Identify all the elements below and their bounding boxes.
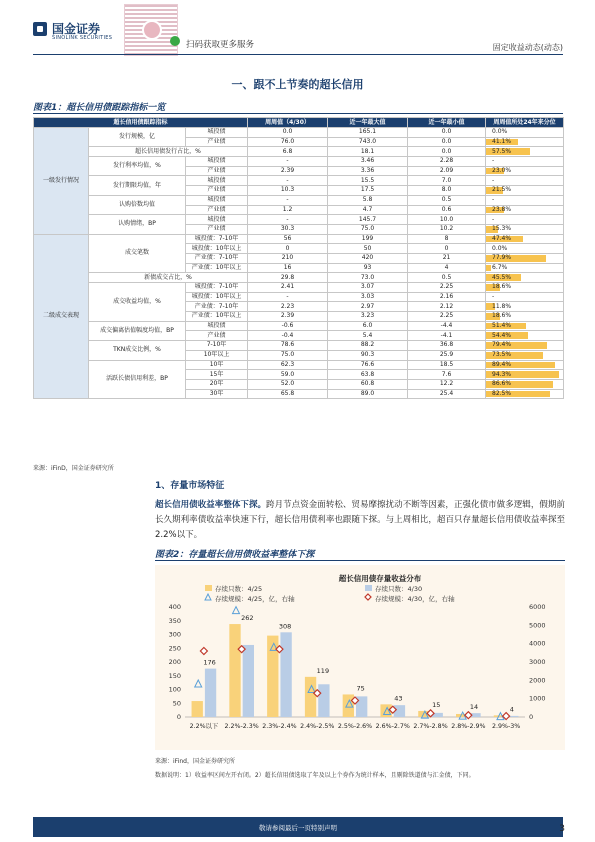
- value-cell: 2.25: [408, 283, 486, 293]
- value-cell: 0: [248, 244, 328, 254]
- value-cell: 59.0: [248, 370, 328, 380]
- table-header-cell: 周周值（4/30）: [248, 118, 328, 128]
- value-cell: 0.6: [408, 205, 486, 215]
- y2-tick-label: 1000: [529, 694, 546, 703]
- subsection-heading: 1、存量市场特征: [155, 481, 225, 491]
- scatter-diamond: [200, 648, 207, 655]
- y-tick-label: 100: [168, 685, 181, 694]
- value-cell: 6.0: [328, 321, 408, 331]
- value-cell: 12.2: [408, 379, 486, 389]
- value-cell: 73.0: [328, 273, 408, 283]
- percentile-value: 23.8%: [492, 205, 512, 213]
- company-name: 国金证券: [52, 22, 101, 36]
- page-header: [0, 0, 595, 58]
- percentile-cell: [486, 341, 564, 351]
- scatter-triangle: [195, 680, 202, 687]
- scatter-triangle: [233, 607, 240, 614]
- table-row: [34, 321, 564, 331]
- percentile-value: 21.5%: [492, 186, 512, 194]
- y-tick-label: 0: [176, 713, 181, 721]
- percentile-cell: [486, 283, 564, 293]
- percentile-value: -: [492, 176, 495, 184]
- value-cell: -0.6: [248, 321, 328, 331]
- sub-label: 产业债：7-10年: [186, 302, 248, 312]
- figure1-rule: [33, 113, 563, 114]
- metric-label: 发行期限均值，年: [89, 176, 186, 195]
- percentile-cell: [486, 321, 564, 331]
- value-cell: 210: [248, 253, 328, 263]
- data-label: 43: [394, 694, 403, 703]
- value-cell: -0.4: [248, 331, 328, 341]
- percentile-value: 77.9%: [492, 254, 512, 262]
- data-note: 数据说明：1）收益率区间左开右闭。2）超长信用债选取了年及以上个券作为统计样本，且剔除铁道债与汇金债，下同。: [155, 772, 475, 779]
- metric-label: 成交笔数: [89, 234, 186, 273]
- legend-diamond-icon: [365, 594, 371, 600]
- y-tick-label: 200: [168, 658, 181, 666]
- value-cell: 0.0: [408, 128, 486, 138]
- y-tick-label: 300: [168, 630, 181, 639]
- percentile-value: 86.6%: [492, 380, 512, 388]
- figure2-rule: [155, 560, 565, 561]
- value-cell: 89.0: [328, 389, 408, 399]
- value-cell: 2.12: [408, 302, 486, 312]
- value-cell: 2.16: [408, 292, 486, 302]
- table-row: [34, 234, 564, 244]
- percentile-value: 41.1%: [492, 138, 512, 146]
- metric-label: 成交收益均值，%: [89, 283, 186, 322]
- value-cell: 10.0: [408, 215, 486, 225]
- sub-label: 产业债: [186, 224, 248, 234]
- y2-tick-label: 4000: [529, 639, 546, 648]
- table-row: [34, 283, 564, 293]
- sub-label: 城投债：10年以上: [186, 244, 248, 254]
- table-row: [34, 176, 564, 186]
- percentile-cell: [486, 176, 564, 186]
- percentile-cell: [486, 224, 564, 234]
- sub-label: 产业债：10年以上: [186, 263, 248, 273]
- table-header-row: [34, 118, 564, 128]
- table-row: [34, 215, 564, 225]
- table-row: [34, 147, 564, 157]
- x-tick-label: 2.2%以下: [189, 723, 219, 730]
- legend-swatch: [205, 585, 212, 591]
- sub-label: 城投债: [186, 195, 248, 205]
- table-row: [34, 195, 564, 205]
- value-cell: 4: [408, 263, 486, 273]
- value-cell: 17.5: [328, 186, 408, 196]
- value-cell: 3.03: [328, 292, 408, 302]
- value-cell: 25.4: [408, 389, 486, 399]
- percentile-cell: [486, 350, 564, 360]
- sub-label: 30年: [186, 389, 248, 399]
- value-cell: 0.0: [248, 128, 328, 138]
- value-cell: 75.0: [328, 224, 408, 234]
- percentile-value: 54.4%: [492, 331, 512, 339]
- wechat-icon: [170, 36, 180, 46]
- percentile-cell: [486, 147, 564, 157]
- percentile-value: 57.5%: [492, 147, 512, 155]
- metric-label: 认购倍数均值: [89, 195, 186, 214]
- percentile-value: 18.6%: [492, 312, 512, 320]
- percentile-bar: [486, 265, 491, 272]
- x-tick-label: 2.6%-2.7%: [375, 723, 410, 730]
- page-footer: [33, 817, 563, 837]
- value-cell: 18.5: [408, 360, 486, 370]
- bar-4-30: [205, 669, 216, 717]
- y-tick-label: 250: [168, 644, 181, 653]
- value-cell: 3.07: [328, 283, 408, 293]
- sub-label: 城投债：10年以上: [186, 292, 248, 302]
- sub-label: 产业债: [186, 331, 248, 341]
- data-label: 15: [432, 700, 441, 709]
- sub-label: 城投债: [186, 157, 248, 167]
- x-tick-label: 2.8%-2.9%: [451, 723, 486, 730]
- percentile-cell: [486, 360, 564, 370]
- percentile-value: 0.0%: [492, 244, 508, 252]
- percentile-cell: [486, 215, 564, 225]
- data-label: 176: [203, 658, 216, 667]
- bar-4-30: [280, 632, 291, 717]
- value-cell: 165.1: [328, 128, 408, 138]
- value-cell: 18.1: [328, 147, 408, 157]
- bar-4-30: [243, 645, 254, 717]
- sub-label: 城投债: [186, 176, 248, 186]
- percentile-cell: [486, 379, 564, 389]
- legend-label: 存续规模：4/25，亿，右轴: [215, 595, 295, 603]
- percentile-cell: [486, 302, 564, 312]
- value-cell: 4.7: [328, 205, 408, 215]
- sub-label: 产业债：10年以上: [186, 312, 248, 322]
- value-cell: 15.5: [328, 176, 408, 186]
- x-tick-label: 2.3%-2.4%: [262, 723, 297, 730]
- legend-swatch: [365, 585, 372, 591]
- value-cell: -: [248, 176, 328, 186]
- percentile-cell: [486, 157, 564, 167]
- y2-tick-label: 5000: [529, 621, 546, 630]
- percentile-cell: [486, 128, 564, 138]
- yield-distribution-chart: [155, 565, 565, 750]
- percentile-cell: [486, 292, 564, 302]
- percentile-cell: [486, 244, 564, 254]
- value-cell: 60.8: [328, 379, 408, 389]
- figure2-title: 图表2：存量超长信用债收益率整体下探: [155, 550, 315, 560]
- group-label: 二级成交表现: [34, 234, 89, 399]
- y2-tick-label: 3000: [529, 658, 546, 666]
- data-label: 262: [241, 614, 254, 623]
- table-header-cell: 周周值所处24年来分位: [486, 118, 564, 128]
- percentile-value: 18.6%: [492, 283, 512, 291]
- value-cell: 1.2: [248, 205, 328, 215]
- sub-label: 产业债: [186, 186, 248, 196]
- percentile-cell: [486, 205, 564, 215]
- x-tick-label: 2.9%-3%: [491, 723, 521, 730]
- sub-label: 城投债: [186, 215, 248, 225]
- sub-label: 产业债: [186, 137, 248, 147]
- section-title: 一、跟不上节奏的超长信用: [231, 78, 364, 91]
- sub-label: 10年以上: [186, 350, 248, 360]
- value-cell: 30.3: [248, 224, 328, 234]
- percentile-value: 89.4%: [492, 360, 512, 368]
- percentile-value: 51.4%: [492, 322, 512, 330]
- percentile-value: 47.4%: [492, 234, 512, 242]
- x-tick-label: 2.4%-2.5%: [300, 723, 335, 730]
- metric-label: 超长信用债发行占比，%: [89, 147, 248, 157]
- percentile-cell: [486, 234, 564, 244]
- percentile-value: 73.5%: [492, 351, 512, 359]
- percentile-cell: [486, 273, 564, 283]
- data-label: 14: [469, 703, 479, 712]
- value-cell: 2.23: [248, 302, 328, 312]
- percentile-cell: [486, 186, 564, 196]
- percentile-cell: [486, 389, 564, 399]
- figure1-title: 图表1：超长信用债跟踪指标一览: [33, 103, 166, 113]
- x-tick-label: 2.5%-2.6%: [337, 723, 373, 730]
- value-cell: 2.39: [248, 312, 328, 322]
- sub-label: 城投债: [186, 128, 248, 138]
- percentile-cell: [486, 331, 564, 341]
- y-tick-label: 50: [172, 699, 181, 708]
- percentile-value: -: [492, 215, 495, 223]
- value-cell: 7.6: [408, 370, 486, 380]
- sub-label: 15年: [186, 370, 248, 380]
- group-label: 一级发行情况: [34, 128, 89, 235]
- table-header-cell: 近一年最大值: [328, 118, 408, 128]
- bar-4-25: [229, 624, 240, 717]
- y2-tick-label: 0: [529, 713, 534, 721]
- sub-label: 7-10年: [186, 341, 248, 351]
- value-cell: 7.0: [408, 176, 486, 186]
- value-cell: 0: [408, 244, 486, 254]
- value-cell: 16: [248, 263, 328, 273]
- sub-label: 产业债: [186, 205, 248, 215]
- legend-triangle-icon: [205, 594, 211, 600]
- sub-label: 城投债: [186, 321, 248, 331]
- percentile-value: 23.0%: [492, 167, 512, 175]
- percentile-cell: [486, 263, 564, 273]
- value-cell: -4.4: [408, 321, 486, 331]
- value-cell: -: [248, 215, 328, 225]
- metric-label: 发行利率均值，%: [89, 157, 186, 176]
- percentile-value: -: [492, 157, 495, 165]
- value-cell: 5.4: [328, 331, 408, 341]
- y-tick-label: 350: [168, 616, 181, 625]
- y2-tick-label: 6000: [529, 603, 546, 611]
- value-cell: -: [248, 195, 328, 205]
- percentile-cell: [486, 137, 564, 147]
- qr-center-logo-icon: [142, 20, 162, 40]
- value-cell: 420: [328, 253, 408, 263]
- percentile-value: 82.5%: [492, 389, 512, 397]
- value-cell: 0.0: [408, 147, 486, 157]
- sub-label: 10年: [186, 360, 248, 370]
- table-header-cell: 超长信用债跟踪指标: [34, 118, 248, 128]
- value-cell: 0.5: [408, 273, 486, 283]
- value-cell: 6.8: [248, 147, 328, 157]
- sub-label: 产业债: [186, 166, 248, 176]
- value-cell: 2.09: [408, 166, 486, 176]
- table-row: [34, 341, 564, 351]
- metric-label: 发行规模，亿: [89, 128, 186, 147]
- value-cell: 21: [408, 253, 486, 263]
- value-cell: 36.8: [408, 341, 486, 351]
- table-row: [34, 360, 564, 370]
- value-cell: 2.41: [248, 283, 328, 293]
- value-cell: 56: [248, 234, 328, 244]
- percentile-value: 15.3%: [492, 225, 512, 233]
- bar-4-25: [192, 701, 203, 717]
- value-cell: 743.0: [328, 137, 408, 147]
- data-label: 75: [356, 684, 365, 693]
- legend-label: 存续只数：4/25: [215, 585, 263, 593]
- company-name-en: SINOLINK SECURITIES: [52, 35, 113, 41]
- header-divider: [33, 54, 563, 55]
- tracking-table: [33, 117, 564, 399]
- percentile-cell: [486, 253, 564, 263]
- value-cell: 75.0: [248, 350, 328, 360]
- bar-4-30: [318, 684, 329, 717]
- value-cell: 8.0: [408, 186, 486, 196]
- value-cell: 2.39: [248, 166, 328, 176]
- value-cell: 3.46: [328, 157, 408, 167]
- sub-label: 城投债：7-10年: [186, 234, 248, 244]
- body-paragraph: [155, 498, 565, 543]
- table-header-cell: 近一年最小值: [408, 118, 486, 128]
- value-cell: 3.36: [328, 166, 408, 176]
- chart-svg: [155, 565, 565, 750]
- metric-label: 新债成交占比，%: [89, 273, 248, 283]
- percentile-cell: [486, 195, 564, 205]
- value-cell: 52.0: [248, 379, 328, 389]
- value-cell: 145.7: [328, 215, 408, 225]
- table-row: [34, 157, 564, 167]
- value-cell: 63.8: [328, 370, 408, 380]
- sub-label: 城投债：7-10年: [186, 283, 248, 293]
- value-cell: 10.2: [408, 224, 486, 234]
- legend-label: 存续规模：4/30，亿，右轴: [375, 595, 455, 603]
- company-logo-icon: [33, 22, 47, 36]
- disclaimer-link[interactable]: 敬请参阅最后一页特别声明: [259, 824, 337, 832]
- value-cell: 5.8: [328, 195, 408, 205]
- value-cell: -4.1: [408, 331, 486, 341]
- x-tick-label: 2.7%-2.8%: [413, 723, 448, 730]
- y-tick-label: 400: [168, 603, 181, 611]
- percentile-cell: [486, 370, 564, 380]
- data-label: 4: [509, 705, 514, 714]
- value-cell: 88.2: [328, 341, 408, 351]
- paragraph-lead: 超长信用债收益率整体下探。: [155, 500, 267, 510]
- data-label: 308: [278, 622, 292, 631]
- value-cell: 0.0: [408, 137, 486, 147]
- metric-label: 成交偏离估值幅度均值，BP: [89, 321, 186, 340]
- value-cell: 29.8: [248, 273, 328, 283]
- value-cell: 25.9: [408, 350, 486, 360]
- value-cell: 50: [328, 244, 408, 254]
- bar-4-25: [305, 677, 316, 717]
- x-tick-label: 2.2%-2.3%: [224, 723, 259, 730]
- value-cell: -: [248, 157, 328, 167]
- legend-label: 存续只数：4/30: [375, 585, 423, 593]
- value-cell: 2.97: [328, 302, 408, 312]
- metric-label: 活跃长债信用利差，BP: [89, 360, 186, 399]
- figure1-source: 来源：iFinD，国金证券研究所: [33, 465, 114, 472]
- value-cell: 8: [408, 234, 486, 244]
- chart-title: 超长信用债存量收益分布: [338, 574, 422, 583]
- sub-label: 产业债：7-10年: [186, 253, 248, 263]
- percentile-value: 6.7%: [492, 263, 508, 271]
- paragraph-body: 跨月节点资金面转松、贸易摩擦扰动不断等因素，正强化债市做多逻辑，假期前长久期利率债收益率快速下行，超长信用债利率也跟随下探。与上周相比，超百只存量超长信用债收益率探至 2.2%以下。: [155, 500, 565, 540]
- value-cell: 65.8: [248, 389, 328, 399]
- y-tick-label: 150: [168, 671, 181, 680]
- percentile-value: 79.4%: [492, 341, 512, 349]
- value-cell: 62.3: [248, 360, 328, 370]
- percentile-cell: [486, 312, 564, 322]
- value-cell: 78.6: [248, 341, 328, 351]
- metric-label: TKN成交比例，%: [89, 341, 186, 360]
- figure2-source: 来源：iFind，国金证券研究所: [155, 758, 235, 765]
- value-cell: 76.6: [328, 360, 408, 370]
- value-cell: 76.0: [248, 137, 328, 147]
- report-type: 固定收益动态(动态): [492, 43, 563, 52]
- percentile-value: 11.8%: [492, 302, 512, 310]
- percentile-value: 0.0%: [492, 128, 508, 136]
- percentile-value: -: [492, 293, 495, 301]
- value-cell: -: [248, 292, 328, 302]
- data-label: 119: [316, 666, 330, 675]
- metric-label: 认购情绪，BP: [89, 215, 186, 234]
- value-cell: 93: [328, 263, 408, 273]
- value-cell: 2.25: [408, 312, 486, 322]
- sub-label: 20年: [186, 379, 248, 389]
- percentile-value: -: [492, 196, 495, 204]
- value-cell: 90.3: [328, 350, 408, 360]
- value-cell: 2.28: [408, 157, 486, 167]
- value-cell: 3.23: [328, 312, 408, 322]
- table-row: [34, 128, 564, 138]
- table-row: [34, 273, 564, 283]
- y2-tick-label: 2000: [529, 676, 546, 685]
- percentile-cell: [486, 166, 564, 176]
- value-cell: 10.3: [248, 186, 328, 196]
- percentile-value: 45.5%: [492, 273, 512, 281]
- percentile-value: 94.3%: [492, 370, 512, 378]
- value-cell: 199: [328, 234, 408, 244]
- value-cell: 0.5: [408, 195, 486, 205]
- page-number: 3: [559, 824, 565, 834]
- scan-prompt: 扫码获取更多服务: [186, 40, 255, 50]
